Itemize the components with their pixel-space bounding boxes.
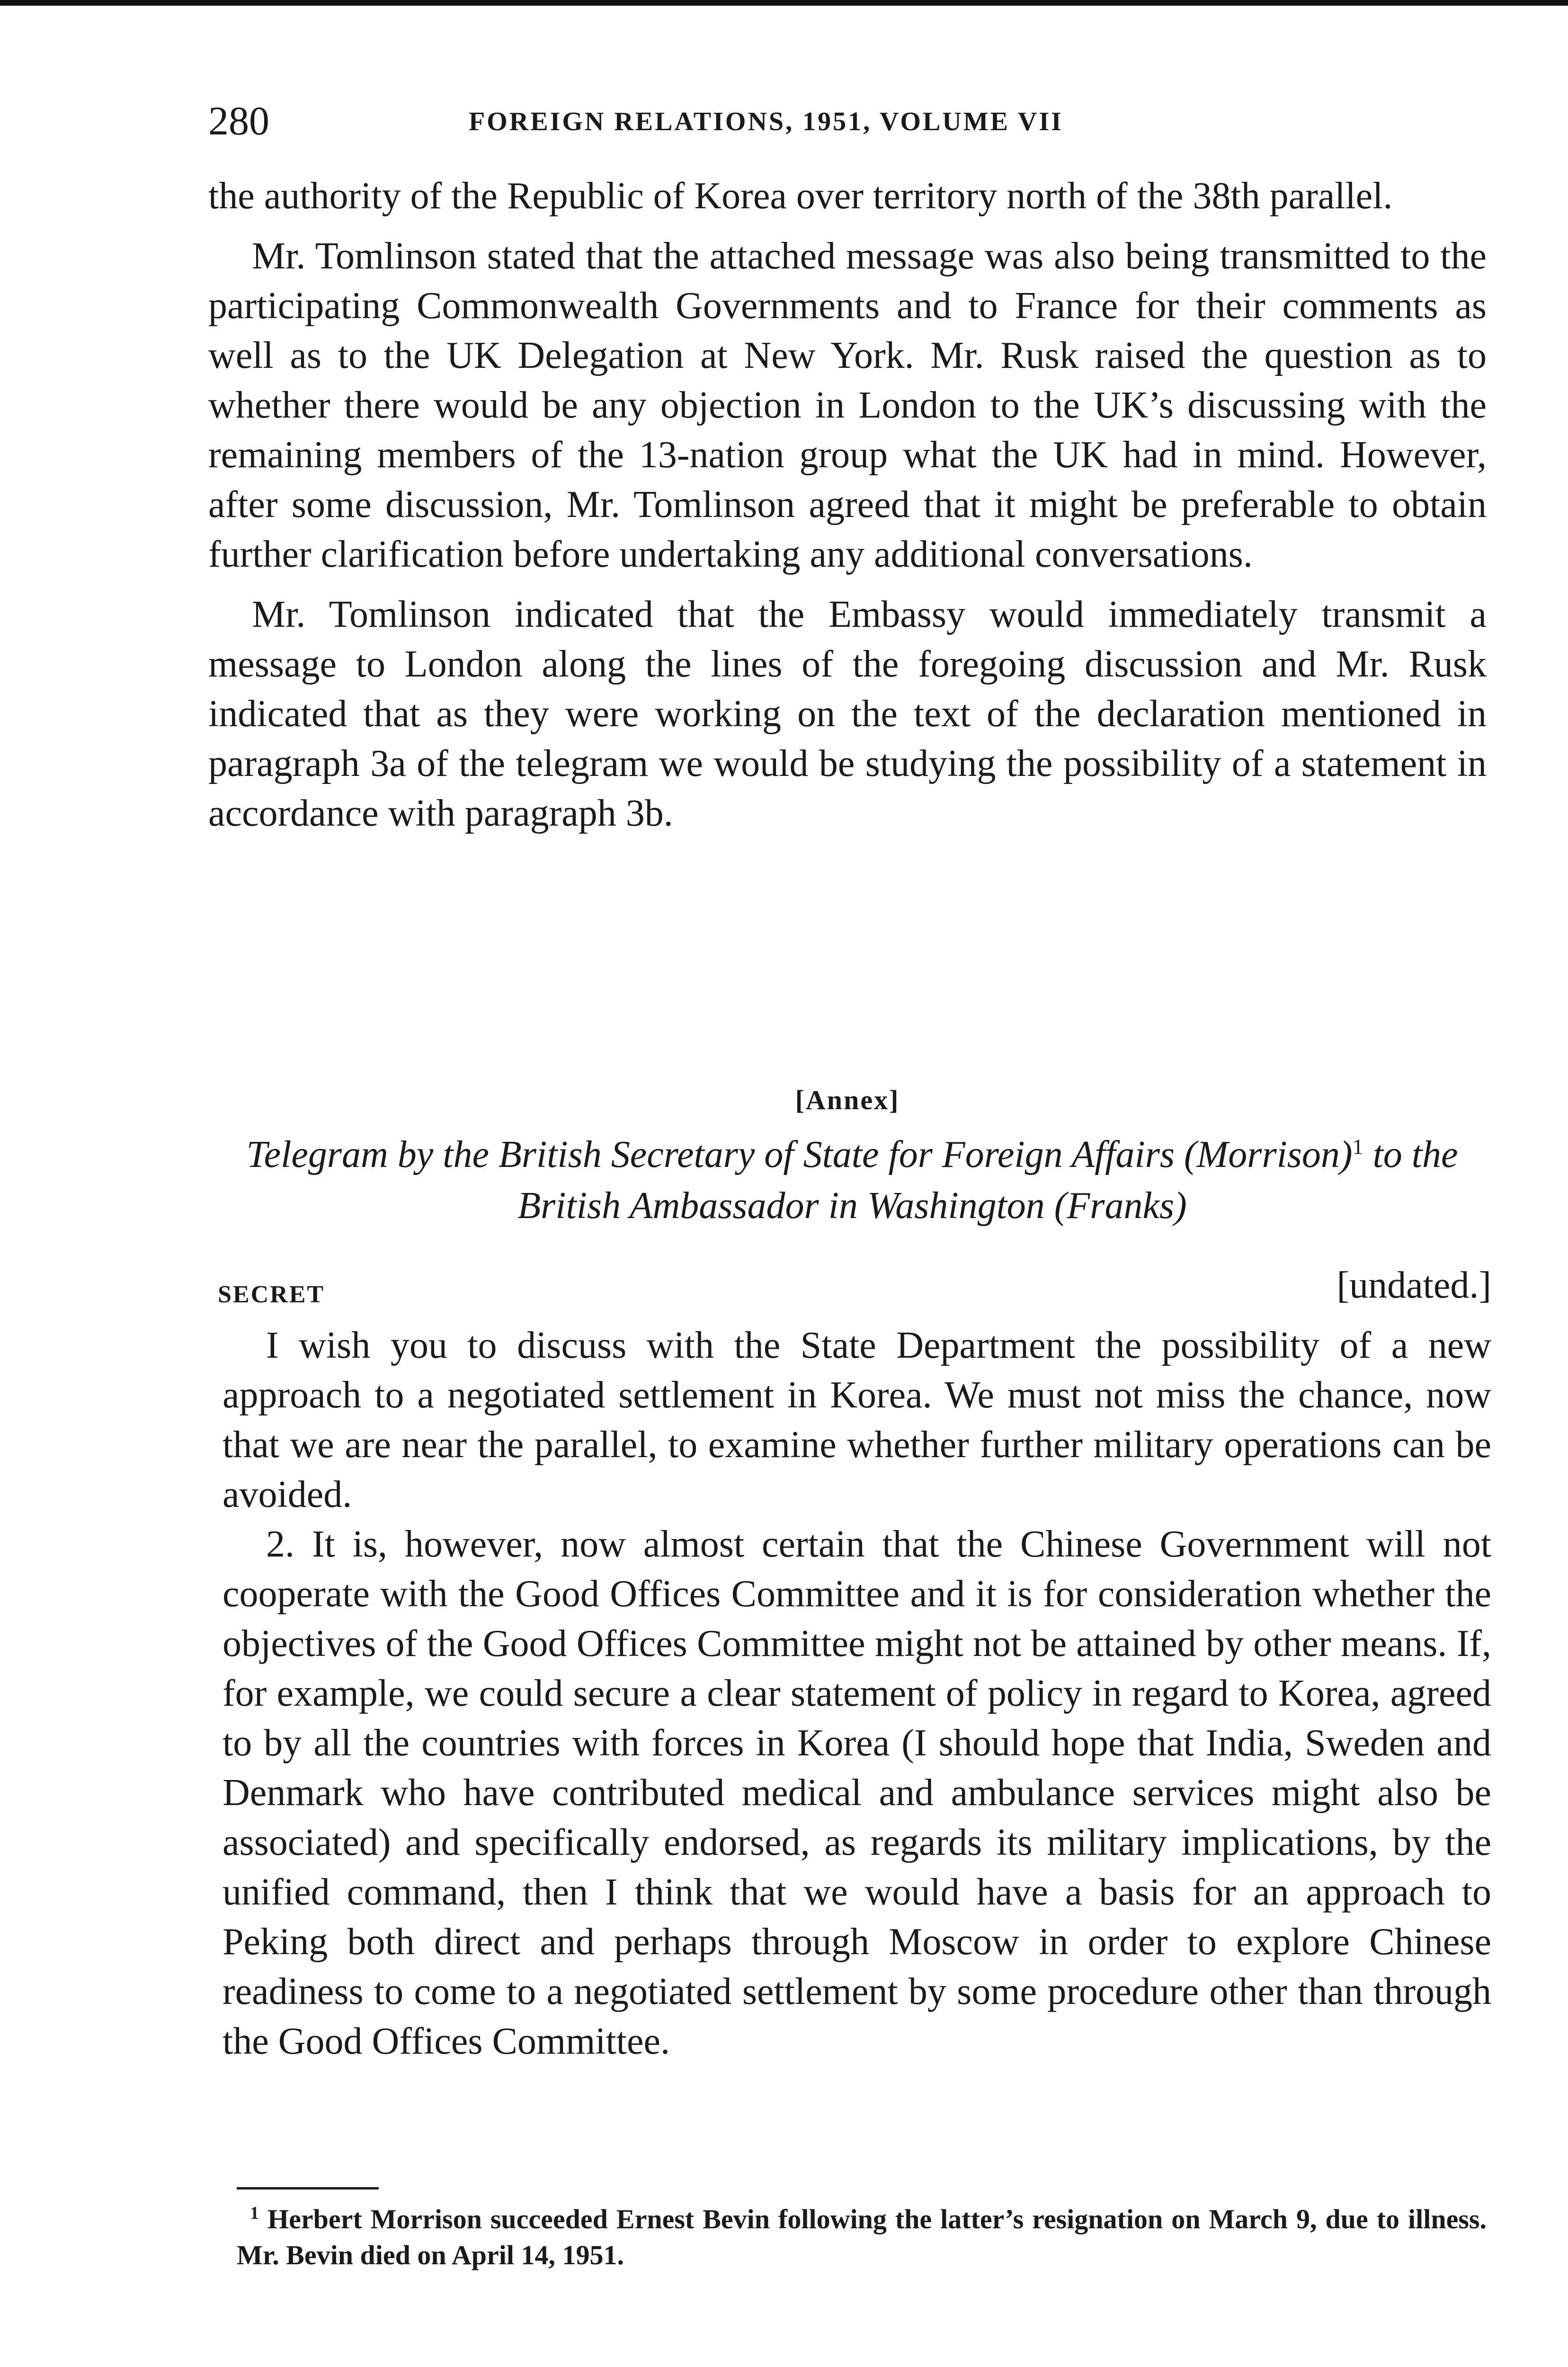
- telegram-paragraph-1: I wish you to discuss with the State Department the possibility of a new approach to a negotiated settlement in Korea. We must not miss the chance, now that we are near the parallel, to examine whether further military operations can be avoided.: [223, 1325, 1491, 1515]
- footnote: [237, 2201, 1487, 2273]
- footnote-mark: 1: [250, 2203, 259, 2223]
- annex-label: [Annex]: [795, 1085, 900, 1115]
- footnote-reference: 1: [1352, 1134, 1363, 1159]
- telegram-date: [undated.]: [1336, 1264, 1491, 1306]
- telegram-title-part-1: Telegram by the British Secretary of State for Foreign Affairs (Morrison): [246, 1134, 1353, 1175]
- body-paragraph-2: Mr. Tomlinson stated that the attached message was also being transmitted to the participating Commonwealth Governments and to France for their comments as well as to the UK Delegation at New York. Mr. Rusk raised the question as to whether there would be any objection in London to the UK’s discussing with the remaining members of the 13-nation group what the UK had in mind. However, after some discussion, Mr. Tomlinson agreed that it might be preferable to obtain further clarification before undertaking any additional conversations.: [208, 235, 1487, 575]
- page-header: [208, 95, 1496, 151]
- classification-label: SECRET: [218, 1281, 325, 1308]
- top-edge-rule: [0, 0, 1568, 6]
- page-number: 280: [208, 98, 269, 143]
- telegram-paragraph-2: 2. It is, however, now almost certain that the Chinese Government will not cooperate with the Good Offices Committee and it is for consideration whether the objectives of the Good Offices Committee might not be attained by other means. If, for example, we could secure a clear statement of policy in regard to Korea, agreed to by all the countries with forces in Korea (I should hope that India, Sweden and Denmark who have contributed medical and ambulance services might also be associated) and specifically endorsed, as regards its military implications, by the unified command, then I think that we would have a basis for an approach to Peking both direct and perhaps through Moscow in order to explore Chinese readiness to come to a negotiated settlement by some procedure other than through the Good Offices Committee.: [223, 1523, 1491, 2062]
- footnote-text: Herbert Morrison succeeded Ernest Bevin following the latter’s resignation on March 9, due to illness. Mr. Bevin died on April 14, 1951.: [237, 2204, 1487, 2270]
- telegram-title-part-2: to the British Ambassador in Washington (Franks): [517, 1134, 1458, 1227]
- telegram-title: [223, 1129, 1482, 1231]
- memo-body: [208, 171, 1487, 849]
- running-head: FOREIGN RELATIONS, 1951, VOLUME VII: [469, 107, 1063, 136]
- body-paragraph-1: the authority of the Republic of Korea over territory north of the 38th parallel.: [208, 175, 1393, 217]
- telegram-body: [223, 1321, 1491, 2066]
- footnote-divider: [237, 2187, 379, 2189]
- body-paragraph-3: Mr. Tomlinson indicated that the Embassy would immediately transmit a message to London along the lines of the foregoing discussion and Mr. Rusk indicated that as they were working on the text of the declaration mentioned in paragraph 3a of the telegram we would be studying the possibility of a statement in accordance with paragraph 3b.: [208, 594, 1487, 834]
